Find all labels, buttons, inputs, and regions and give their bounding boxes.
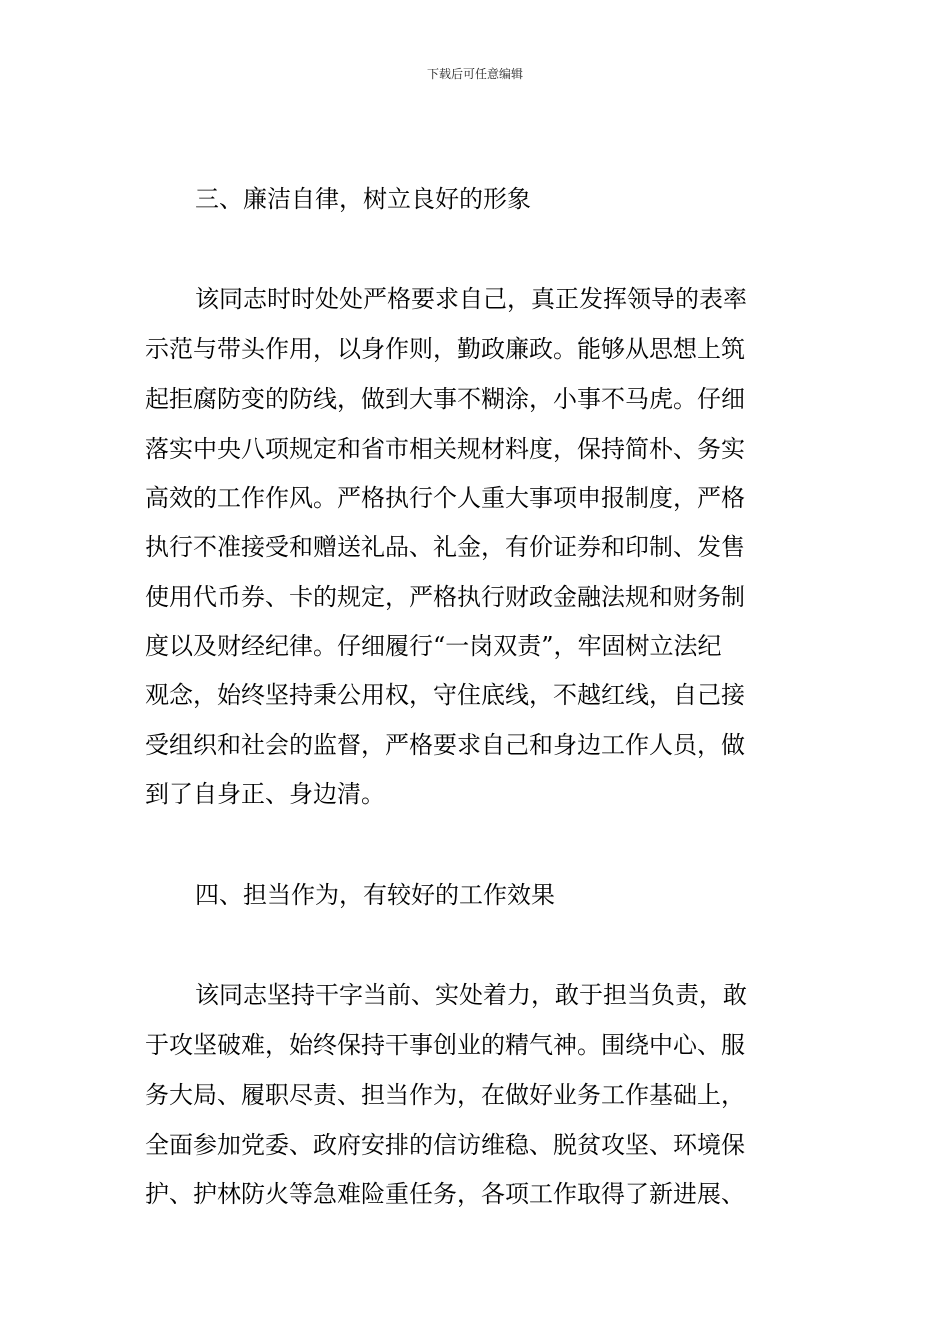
section-3-line: 执行不准接受和赠送礼品、礼金，有价证券和印制、发售 xyxy=(145,533,745,561)
section-3-line: 起拒腐防变的防线，做到大事不糊涂，小事不马虎。仔细 xyxy=(145,385,745,413)
section-3-line: 该同志时时处处严格要求自己，真正发挥领导的表率 xyxy=(195,285,747,313)
section-3-line: 观念，始终坚持秉公用权，守住底线，不越红线，自己接 xyxy=(145,681,745,709)
section-3-line: 示范与带头作用，以身作则，勤政廉政。能够从思想上筑 xyxy=(145,335,745,363)
section-3-line: 到了自身正、身边清。 xyxy=(145,780,385,808)
page-header: 下载后可任意编辑 xyxy=(426,67,523,81)
section-4-line: 护、护林防火等急难险重任务，各项工作取得了新进展、 xyxy=(145,1180,745,1208)
section-4-line: 于攻坚破难，始终保持干事创业的精气神。围绕中心、服 xyxy=(145,1031,745,1059)
section-4-line: 全面参加党委、政府安排的信访维稳、脱贫攻坚、环境保 xyxy=(145,1131,745,1159)
section-3-line: 高效的工作作风。严格执行个人重大事项申报制度，严格 xyxy=(145,484,745,512)
section-3-line: 受组织和社会的监督，严格要求自己和身边工作人员，做 xyxy=(145,731,745,759)
section-3-line: 落实中央八项规定和省市相关规材料度，保持简朴、务实 xyxy=(145,435,745,463)
section-4-line: 务大局、履职尽责、担当作为，在做好业务工作基础上， xyxy=(145,1081,745,1109)
section-3-heading: 三、廉洁自律，树立良好的形象 xyxy=(195,185,531,213)
section-4-line: 该同志坚持干字当前、实处着力，敢于担当负责，敢 xyxy=(195,981,747,1009)
section-3-line: 度以及财经纪律。仔细履行“一岗双责”，牢固树立法纪 xyxy=(145,632,722,660)
section-3-line: 使用代币券、卡的规定，严格执行财政金融法规和财务制 xyxy=(145,583,745,611)
section-4-heading: 四、担当作为，有较好的工作效果 xyxy=(195,881,555,909)
